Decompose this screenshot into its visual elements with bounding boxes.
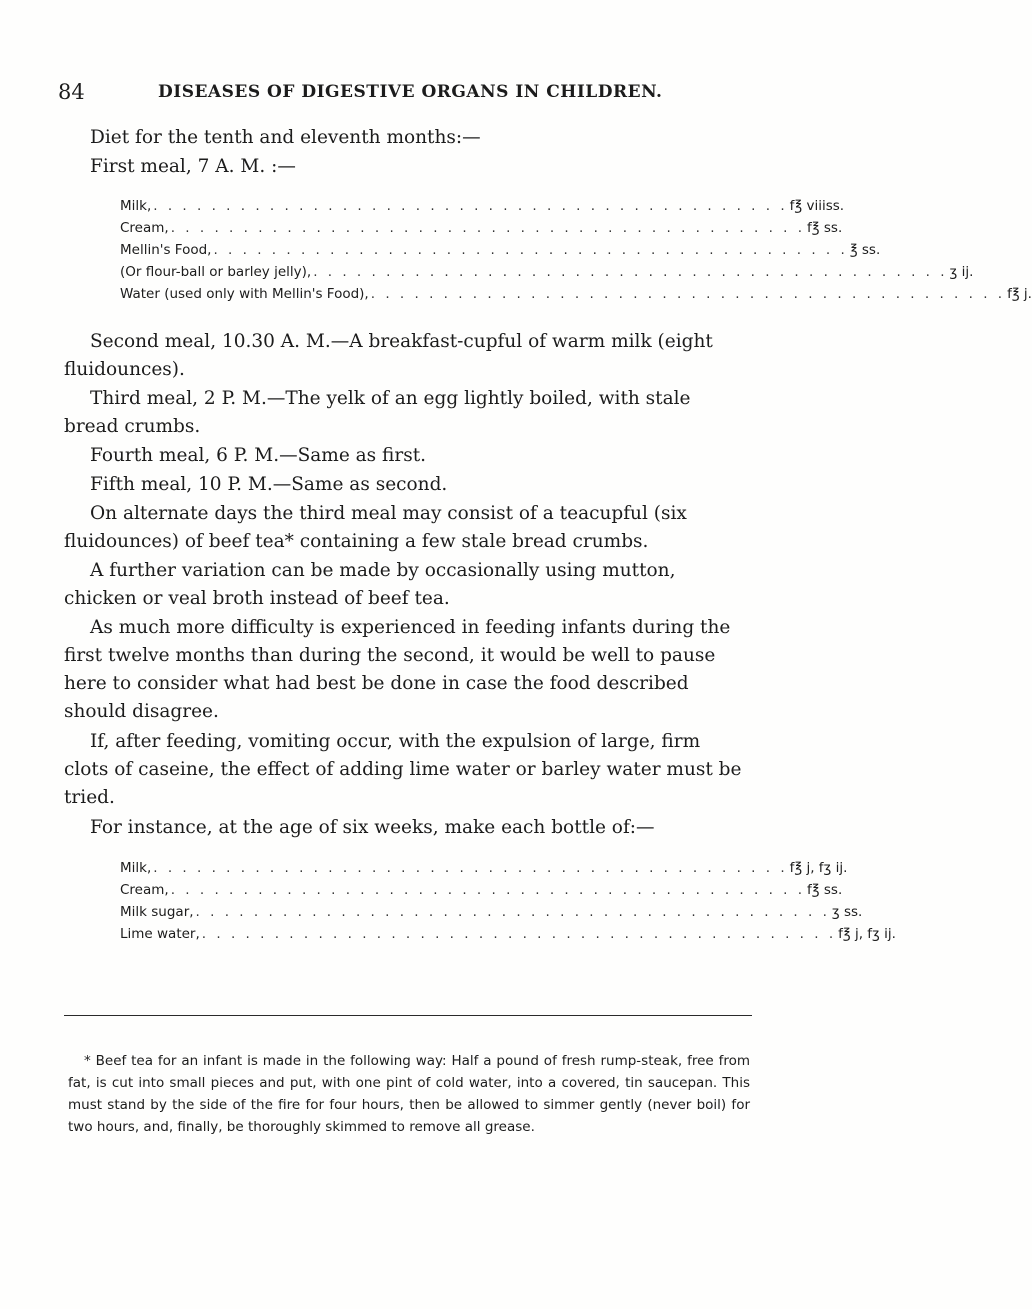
page-number: 84 — [58, 80, 85, 104]
row-item: Cream, — [120, 882, 169, 898]
row-quantity: f℥ ss. — [807, 220, 843, 236]
row-item: Milk, — [120, 198, 152, 214]
paragraph-vomiting: If, after feeding, vomiting occur, with the expulsion of large, firm clots of caseine, the effect of adding lime water or barley water must be tried. — [64, 731, 742, 808]
row-item: Cream, — [120, 220, 169, 236]
row-item: Water (used only with Mellin's Food), — [120, 286, 369, 302]
footnote-beef-tea: * Beef tea for an infant is made in the following way: Half a pound of fresh rump-steak, free from fat, is cut into small pieces and put, with one pint of cold water, into a covered, tin saucepan. This must stand by the side of the fire for four hours, then be allowed to simmer gently (never boil) for two hours, and, finally, be thoroughly skimmed to remove all grease. — [68, 1053, 750, 1135]
dot-leader: . . . . . . . . . . . . . . . . . . . . . . . . . . . . . . . . . . . . . . . . . . . . — [195, 904, 830, 920]
row-quantity: ʒ ss. — [831, 904, 863, 920]
paragraph-alternate-days: On alternate days the third meal may consist of a teacupful (six fluidounces) of beef tea* containing a few stale bread crumbs. — [64, 503, 687, 552]
intro-line-1: Diet for the tenth and eleventh months:— — [90, 127, 481, 148]
table-row — [120, 242, 881, 264]
row-quantity: f℥ ss. — [807, 882, 843, 898]
paragraph-difficulty: As much more difficulty is experienced in feeding infants during the first twelve months than during the second, it would be well to pause here to consider what had best be done in case the food described should disagree. — [64, 617, 731, 722]
table-row — [120, 882, 843, 904]
running-head — [58, 80, 758, 110]
intro-line-2: First meal, 7 A. M. :— — [90, 156, 296, 177]
paragraph-second-meal: Second meal, 10.30 A. M.—A breakfast-cupful of warm milk (eight fluidounces). — [64, 331, 713, 380]
table-row — [120, 860, 848, 882]
row-quantity: f℥ j. — [1007, 286, 1032, 302]
row-item: Milk sugar, — [120, 904, 194, 920]
dot-leader: . . . . . . . . . . . . . . . . . . . . . . . . . . . . . . . . . . . . . . . . . . . . — [213, 242, 848, 258]
table-row — [120, 904, 863, 926]
footnote-rule-right — [402, 1015, 752, 1016]
row-quantity: ℥ ss. — [849, 242, 881, 258]
paragraph-fourth-meal: Fourth meal, 6 P. M.—Same as first. — [90, 445, 427, 466]
dot-leader: . . . . . . . . . . . . . . . . . . . . . . . . . . . . . . . . . . . . . . . . . . . . — [170, 220, 806, 236]
row-item: (Or flour-ball or barley jelly), — [120, 264, 312, 280]
row-quantity: f℥ j, fʒ ij. — [838, 926, 896, 942]
row-item: Milk, — [120, 860, 152, 876]
row-item: Mellin's Food, — [120, 242, 212, 258]
dot-leader: . . . . . . . . . . . . . . . . . . . . . . . . . . . . . . . . . . . . . . . . . . . . — [313, 264, 948, 280]
paragraph-instance: For instance, at the age of six weeks, make each bottle of:— — [90, 817, 655, 838]
row-quantity: f℥ j, fʒ ij. — [789, 860, 848, 876]
table-row — [120, 198, 845, 220]
table-row — [120, 264, 974, 286]
dot-leader: . . . . . . . . . . . . . . . . . . . . . . . . . . . . . . . . . . . . . . . . . . . . — [153, 198, 788, 214]
table-row — [120, 926, 896, 948]
table-row — [120, 286, 1032, 308]
paragraph-third-meal: Third meal, 2 P. M.—The yelk of an egg lightly boiled, with stale bread crumbs. — [64, 388, 691, 437]
dot-leader: . . . . . . . . . . . . . . . . . . . . . . . . . . . . . . . . . . . . . . . . . . . . — [201, 926, 837, 942]
row-quantity: f℥ viiiss. — [789, 198, 845, 214]
paragraph-fifth-meal: Fifth meal, 10 P. M.—Same as second. — [90, 474, 448, 495]
running-title: DISEASES OF DIGESTIVE ORGANS IN CHILDREN. — [158, 82, 663, 102]
footnote-rule-left — [64, 1015, 402, 1016]
row-item: Lime water, — [120, 926, 200, 942]
row-quantity: ʒ ij. — [949, 264, 974, 280]
table-row — [120, 220, 843, 242]
dot-leader: . . . . . . . . . . . . . . . . . . . . . . . . . . . . . . . . . . . . . . . . . . . . — [153, 860, 788, 876]
dot-leader: . . . . . . . . . . . . . . . . . . . . . . . . . . . . . . . . . . . . . . . . . . . . — [370, 286, 1006, 302]
dot-leader: . . . . . . . . . . . . . . . . . . . . . . . . . . . . . . . . . . . . . . . . . . . . — [170, 882, 806, 898]
paragraph-variation: A further variation can be made by occasionally using mutton, chicken or veal broth instead of beef tea. — [64, 560, 676, 609]
